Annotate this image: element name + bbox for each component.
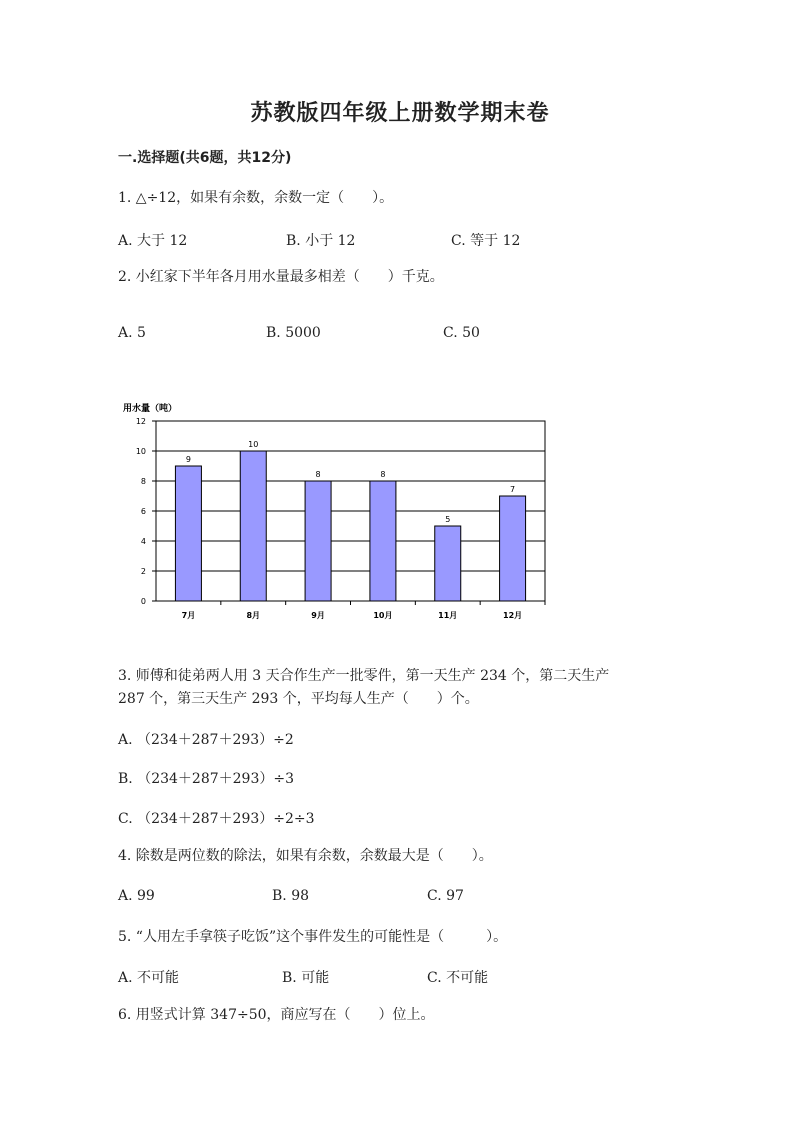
section-heading: 一.选择题(共6题，共12分) xyxy=(118,150,292,166)
chart-x-tick-label: 11月 xyxy=(438,611,458,620)
question-6: 6. 用竖式计算 347÷50，商应写在（ ）位上。 xyxy=(118,1007,435,1023)
question-3-line-2: 287 个，第三天生产 293 个，平均每人生产（ ）个。 xyxy=(118,691,479,707)
q5-option-c: C. 不可能 xyxy=(427,970,489,986)
chart-y-tick-label: 4 xyxy=(140,537,146,546)
chart-bar xyxy=(435,526,461,601)
q4-option-a: A. 99 xyxy=(118,888,155,904)
chart-y-tick-label: 2 xyxy=(140,567,146,576)
chart-y-tick-label: 8 xyxy=(140,477,146,486)
question-5: 5. “人用左手拿筷子吃饭”这个事件发生的可能性是（ ）。 xyxy=(118,929,508,945)
chart-x-tick-label: 10月 xyxy=(373,611,393,620)
q2-option-a: A. 5 xyxy=(118,325,146,341)
question-1: 1. △÷12，如果有余数，余数一定（ ）。 xyxy=(118,190,394,206)
q4-option-b: B. 98 xyxy=(272,888,310,904)
chart-x-tick-label: 9月 xyxy=(311,611,325,620)
chart-y-tick-label: 10 xyxy=(135,447,146,456)
chart-data-label: 10 xyxy=(248,440,259,449)
chart-data-label: 5 xyxy=(445,515,451,524)
q4-option-c: C. 97 xyxy=(427,888,464,904)
chart-data-label: 8 xyxy=(380,470,386,479)
q3-option-a: A. （234＋287＋293）÷2 xyxy=(118,732,294,748)
question-2: 2. 小红家下半年各月用水量最多相差（ ）千克。 xyxy=(118,269,444,285)
chart-bar xyxy=(240,451,266,601)
q2-option-c: C. 50 xyxy=(443,325,480,341)
q1-option-c: C. 等于 12 xyxy=(451,233,521,249)
q5-option-a: A. 不可能 xyxy=(118,970,180,986)
chart-bar xyxy=(370,481,396,601)
q1-option-b: B. 小于 12 xyxy=(286,233,356,249)
chart-x-tick-label: 12月 xyxy=(503,611,523,620)
chart-bar xyxy=(175,466,201,601)
chart-bar xyxy=(500,496,526,601)
q1-option-a: A. 大于 12 xyxy=(118,233,188,249)
chart-y-tick-label: 12 xyxy=(135,417,146,426)
chart-y-tick-label: 0 xyxy=(140,597,146,606)
chart-y-label: 用水量（吨） xyxy=(123,404,178,414)
question-3-line-1: 3. 师傅和徒弟两人用 3 天合作生产一批零件，第一天生产 234 个，第二天生产 xyxy=(118,668,610,684)
chart-x-tick-label: 7月 xyxy=(181,611,196,620)
chart-data-label: 9 xyxy=(185,455,191,464)
q3-option-c: C. （234＋287＋293）÷2÷3 xyxy=(118,811,315,827)
chart-data-label: 8 xyxy=(315,470,321,479)
chart-bar xyxy=(305,481,331,601)
chart-y-tick-label: 6 xyxy=(140,507,146,516)
page-title: 苏教版四年级上册数学期末卷 xyxy=(250,101,550,126)
chart-x-tick-label: 8月 xyxy=(246,611,261,620)
question-4: 4. 除数是两位数的除法，如果有余数，余数最大是（ ）。 xyxy=(118,848,493,864)
chart-gridlines xyxy=(152,421,545,605)
chart-data-label: 7 xyxy=(510,485,516,494)
q2-option-b: B. 5000 xyxy=(266,325,321,341)
q5-option-b: B. 可能 xyxy=(282,970,330,986)
chart-bars xyxy=(175,451,525,601)
water-usage-bar-chart xyxy=(118,398,558,623)
q3-option-b: B. （234＋287＋293）÷3 xyxy=(118,771,294,787)
